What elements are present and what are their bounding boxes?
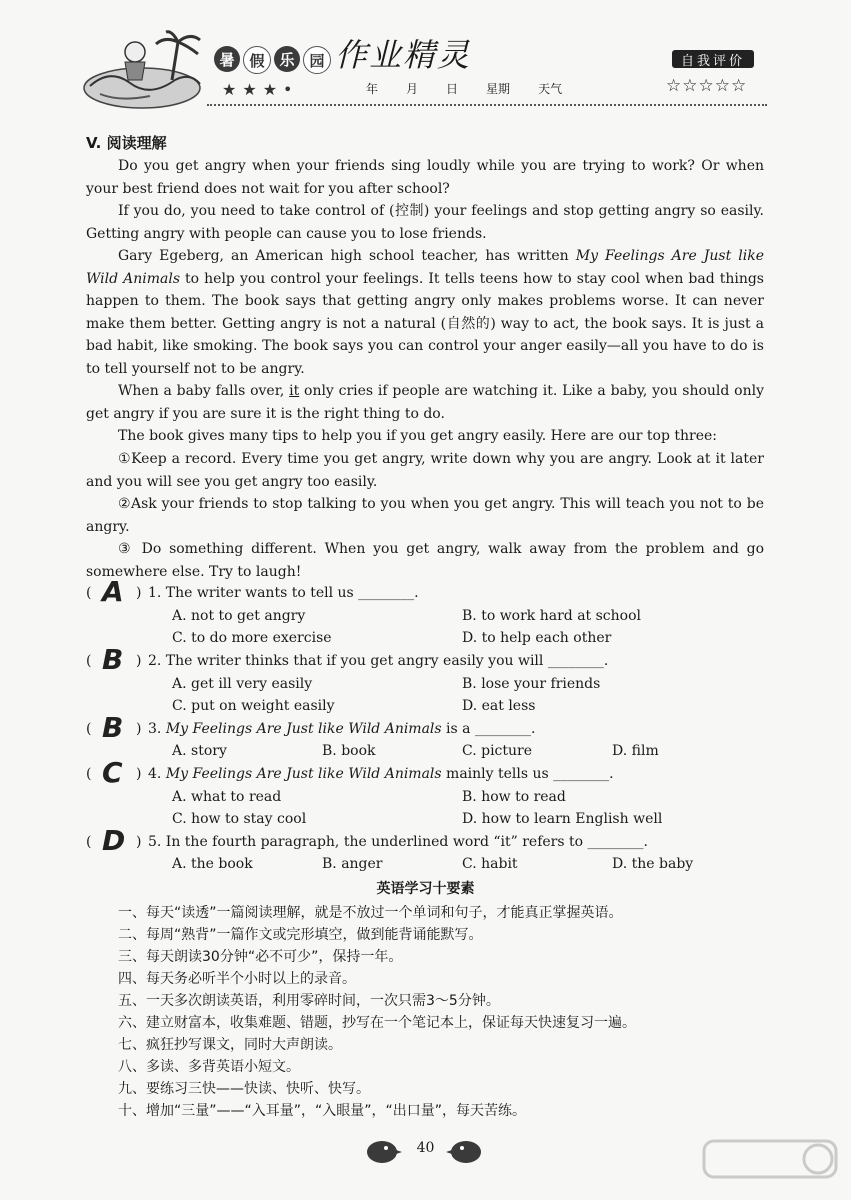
passage-paragraph: If you do, you need to take control of (控制) your feelings and stop getting angry so easily. Getting angry with people can cause you to lose friends. [86,203,764,242]
option: C. habit [462,856,518,872]
handwritten-answer[interactable]: B [102,643,124,676]
question-stem [148,766,614,782]
option: D. film [612,743,659,759]
answer-paren-close: ) [136,653,142,669]
answer-paren-close: ) [136,721,142,737]
option: B. lose your friends [462,676,601,692]
option: C. how to stay cool [172,811,307,827]
handwritten-answer[interactable]: B [102,711,124,744]
option: A. the book [172,856,253,872]
brand-char: 暑 [214,46,240,72]
handwritten-answer[interactable]: D [102,824,126,857]
beach-mascot-logo [80,28,205,110]
passage-text: to help you control your feelings. It tells teens how to stay cool when bad things happen to them. The book says that getting angry only makes problems worse. It can never make them better. Getting angry is not a natural (自然的) way to act, the book says. It is just a bad habit, like smoking. The book says you can control your anger easily—all you have to do is to tell yourself not to be angry. [86,270,764,377]
section-title: V. 阅读理解 [86,134,167,152]
self-eval-stars[interactable]: ☆☆☆☆☆ [666,76,748,96]
tips-title: 英语学习十要素 [376,881,475,897]
option: B. to work hard at school [462,608,641,624]
book-title: My Feelings Are Just like Wild Animals [86,248,764,287]
passage-paragraph: ③ Do something different. When you get angry, walk away from the problem and go somewhere else. Try to laugh! [86,541,764,580]
option: A. story [172,743,227,759]
brand-char: 乐 [274,46,300,72]
option: B. how to read [462,789,566,805]
option: D. to help each other [462,630,612,646]
answer-paren-open: ( [86,721,92,737]
answer-paren-close: ) [136,834,142,850]
tip-item: 五、一天多次朗读英语，利用零碎时间，一次只需3～5分钟。 [118,993,500,1009]
tip-item: 八、多读、多背英语小短文。 [118,1059,300,1075]
passage-paragraph: The book gives many tips to help you if you get angry easily. Here are our top three: [118,428,718,444]
question-text: is a ________. [441,721,536,737]
passage-paragraph: Do you get angry when your friends sing loudly while you are trying to work? Or when your best friend does not wait for you after school? [86,158,764,197]
tip-item: 二、每周“熟背”一篇作文或完形填空，做到能背诵能默写。 [118,927,483,943]
summer-fun-brand [214,46,331,74]
decorative-stars: ★★★• [222,80,299,99]
question-number: 4. [148,766,166,782]
tip-item: 六、建立财富本，收集难题、错题，抄写在一个笔记本上，保证每天快速复习一遍。 [118,1015,636,1031]
option: D. eat less [462,698,536,714]
self-eval-badge: 自我评价 [672,50,754,68]
option: C. picture [462,743,533,759]
option: B. book [322,743,376,759]
answer-paren-open: ( [86,653,92,669]
passage-text: Gary Egeberg, an American high school teacher, has written [118,248,576,264]
answer-paren-open: ( [86,834,92,850]
handwritten-answer[interactable]: C [102,756,123,789]
passage-text: When a baby falls over, [118,383,290,399]
question-text: mainly tells us ________. [441,766,614,782]
handwritten-title: 作业精灵 [335,36,472,74]
answer-paren-open: ( [86,766,92,782]
watermark-logo [700,1135,840,1195]
date-field-day: 日 [446,82,459,96]
underlined-word: it [289,383,300,399]
book-title: My Feelings Are Just like Wild Animals [165,721,442,737]
option: A. what to read [172,789,282,805]
passage-paragraph: ②Ask your friends to stop talking to you when you get angry. This will teach you not to be angry. [86,496,764,535]
option: A. get ill very easily [172,676,313,692]
tip-item: 三、每天朗读30分钟“必不可少”，保持一年。 [118,949,403,965]
answer-paren-close: ) [136,766,142,782]
page-number: 40 [416,1140,435,1156]
tip-item: 七、疯狂抄写课文，同时大声朗读。 [118,1037,342,1053]
brand-char: 园 [303,46,331,74]
passage-text: only cries if people are watching it. Like a baby, you should only get angry if you are sure it is the right thing to do. [86,383,764,422]
question-number: 3. [148,721,166,737]
option: C. to do more exercise [172,630,332,646]
book-title: My Feelings Are Just like Wild Animals [165,766,442,782]
option: C. put on weight easily [172,698,335,714]
handwritten-answer[interactable]: A [102,575,124,608]
header-divider [207,104,767,106]
answer-paren-open: ( [86,585,92,601]
option: D. the baby [612,856,694,872]
tip-item: 一、每天“读透”一篇阅读理解，就是不放过一个单词和句子，才能真正掌握英语。 [118,905,623,921]
passage-paragraph: ①Keep a record. Every time you get angry, write down why you are angry. Look at it later and you will see you get angry too easily. [86,451,764,490]
date-line [366,80,590,97]
brand-char: 假 [243,46,271,74]
passage-paragraph [86,245,764,380]
answer-paren-close: ) [136,585,142,601]
question-stem [148,721,535,737]
question-stem: 2. The writer thinks that if you get angry easily you will ________. [148,653,609,669]
option: D. how to learn English well [462,811,663,827]
date-field-weather: 天气 [538,82,563,96]
question-stem: 5. In the fourth paragraph, the underlined word “it” refers to ________. [148,834,648,850]
date-field-month: 月 [406,82,419,96]
passage-paragraph [86,380,764,425]
option: A. not to get angry [172,608,306,624]
option: B. anger [322,856,383,872]
date-field-weekday: 星期 [486,82,511,96]
tip-item: 九、要练习三快——快读、快听、快写。 [118,1081,370,1097]
tip-item: 十、增加“三量”——“入耳量”，“入眼量”，“出口量”，每天苦练。 [118,1103,527,1119]
question-stem: 1. The writer wants to tell us ________. [148,585,419,601]
date-field-year: 年 [366,82,379,96]
tip-item: 四、每天务必听半个小时以上的录音。 [118,971,356,987]
